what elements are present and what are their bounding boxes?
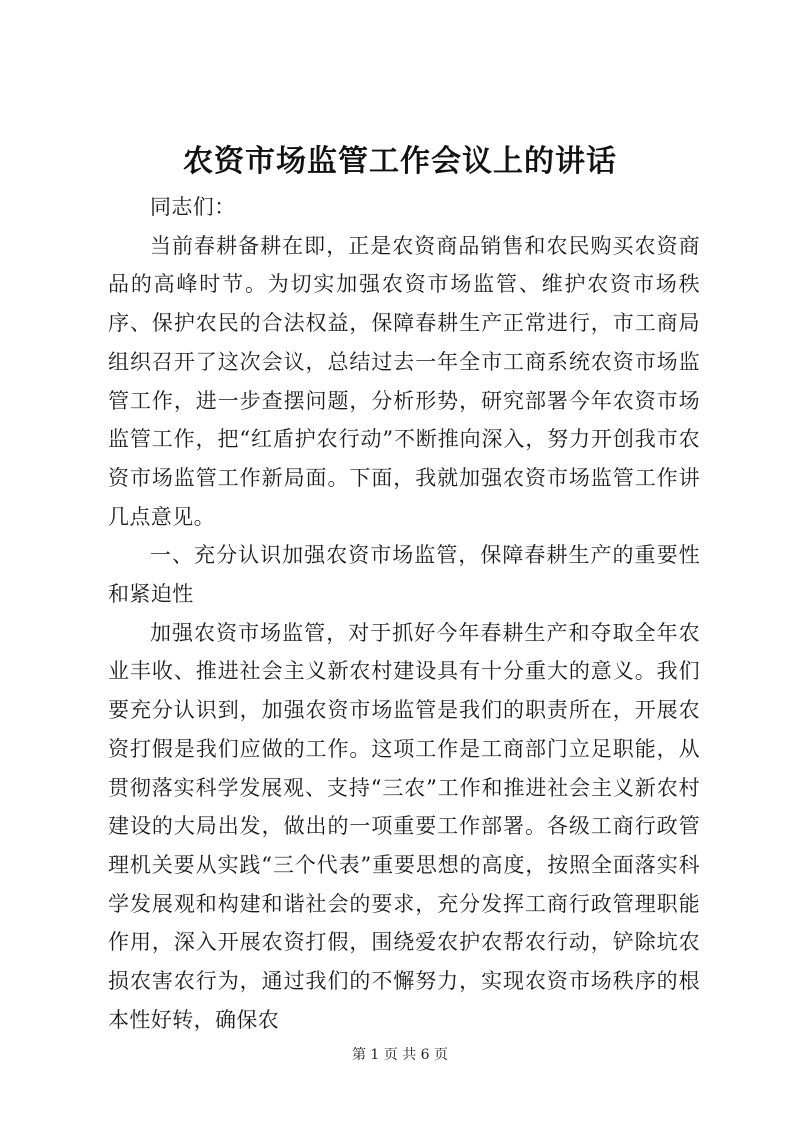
paragraph-section-1: 加强农资市场监管，对于抓好今年春耕生产和夺取全年农业丰收、推进社会主义新农村建设具有十分重大的意义。我们要充分认识到，加强农资市场监管是我们的职责所在，开展农资打假是我们应做的工作。这项工作是工商部门立足职能，从贯彻落实科学发展观、支持“三农”工作和推进社会主义新农村建设的大局出发，做出的一项重要工作部署。各级工商行政管理机关要从实践“三个代表”重要思想的高度，按照全面落实科学发展观和构建和谐社会的要求，充分发挥工商行政管理职能作用，深入开展农资打假，围绕爱农护农帮农行动，铲除坑农损农害农行为，通过我们的不懈努力，实现农资市场秩序的根本性好转，确保农 bbox=[108, 620, 700, 1032]
salutation: 同志们： bbox=[150, 195, 236, 219]
document-body bbox=[108, 188, 700, 1039]
page-footer: 第 1 页 共 6 页 bbox=[351, 1047, 449, 1063]
document-title: 农资市场监管工作会议上的讲话 bbox=[183, 144, 617, 179]
paragraph-intro: 当前春耕备耕在即，正是农资商品销售和农民购买农资商品的高峰时节。为切实加强农资市场监管、维护农资市场秩序、保护农民的合法权益，保障春耕生产正常进行，市工商局组织召开了这次会议，总结过去一年全市工商系统农资市场监管工作，进一步查摆问题，分析形势，研究部署今年农资市场监管工作，把“红盾护农行动”不断推向深入，努力开创我市农资市场监管工作新局面。下面，我就加强农资市场监管工作讲几点意见。 bbox=[108, 233, 700, 529]
section-heading-1: 一、充分认识加强农资市场监管，保障春耕生产的重要性和紧迫性 bbox=[108, 543, 700, 607]
